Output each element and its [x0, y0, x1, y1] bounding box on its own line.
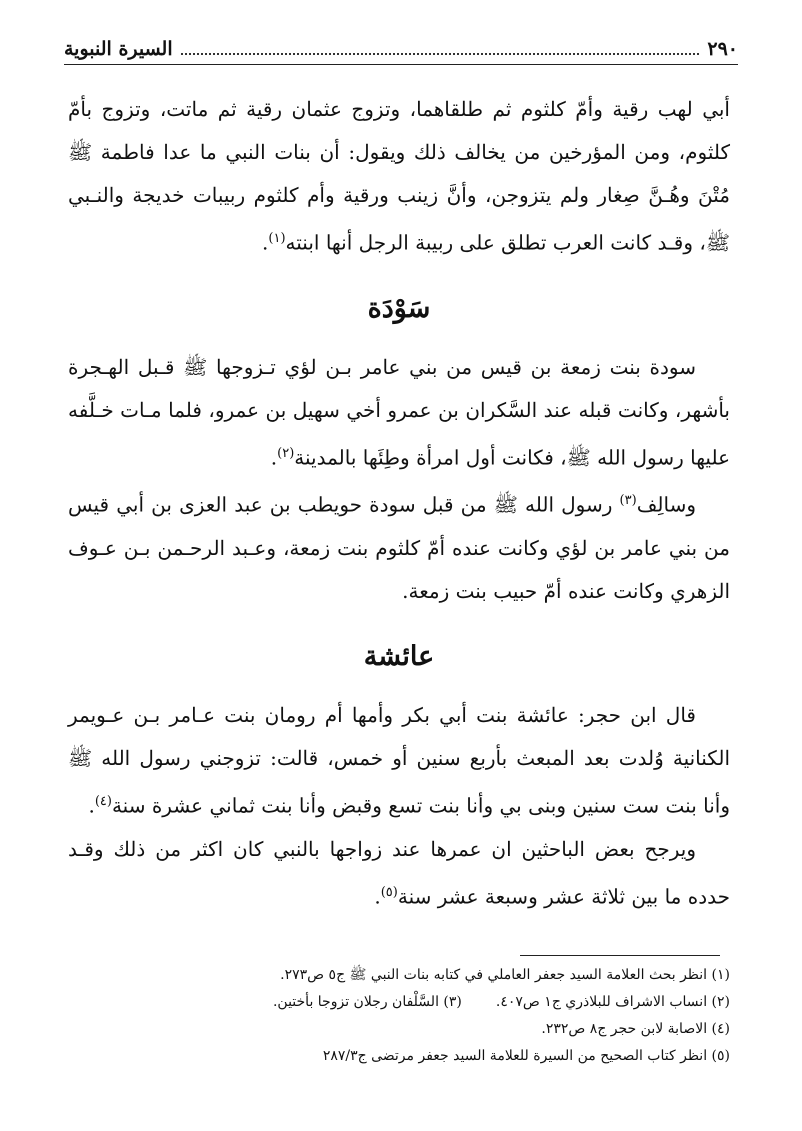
intro-paragraph: أبي لهب رقية وأمّ كلثوم ثم طلقاهما، وتزوج عثمان رقية ثم ماتت، وتزوج بأمّ كلثوم، ومن المؤرخين من يخالف ذلك ويقول: أن بنات النبي ما عدا فاطمة ﷺ مُتْنَ وهُـنَّ صِغار ولم يتزوجن، وأنَّ زينب ورقية وأم كلثوم ربيبات خديجة والنـبي ﷺ، وقـد كانت العرب تطلق على ربيبة الرجل أنها ابنته$^{(١)}$. [68, 97, 730, 255]
aisha-paragraph-2: ويرجح بعض الباحثين ان عمرها عند زواجها بالنبي كان اكثر من ذلك وقـد حدده ما بين ثلاثة عشر وسبعة عشر سنة$^{(٥)}$. [68, 836, 730, 909]
sawda-paragraph-1: سودة بنت زمعة بن قيس من بني عامر بـن لؤي تـزوجها ﷺ قـبل الهـجرة بأشهر، وكانت قبله عند السَّكران بن عمرو أخي سهيل بن عمرو، فلما مـات خـلَّفه عليها رسول الله ﷺ، فكانت أول امرأة وطِئَها بالمدينة$^{(٢)}$. [68, 354, 730, 470]
header-dots [181, 43, 700, 55]
footnote-ref-1: (١) [268, 231, 286, 246]
sawda-paragraph-2: وسالِف$^{(٣)}$ رسول الله ﷺ من قبل سودة حويطب بن عبد العزى بن أبي قيس من بني عامر بن لؤي وكانت عنده أمّ كلثوم بنت زمعة، وعـبد الرحـمن بـن عـوف الزهري وكانت عنده أمّ حبيب بنت زمعة. [68, 492, 730, 603]
footnote-row-2-3 [68, 989, 730, 1016]
footnote-ref-5: (٥) [380, 884, 398, 900]
footnote-ref-3: (٣) [619, 493, 637, 509]
section-heading-sawda: سَوْدَة [367, 292, 431, 324]
page-number: ٢٩٠ [707, 38, 738, 60]
footnote-1: (١) انظر بحث العلامة السيد جعفر العاملي في كتابه بنات النبي ﷺ ج٥ ص٢٧٣. [280, 967, 730, 983]
running-title: السيرة النبوية [64, 38, 173, 60]
page-header [64, 34, 738, 65]
footnote-ref-2: (٢) [277, 445, 295, 461]
page-body [68, 88, 730, 918]
footnote-ref-4: (٤) [94, 793, 112, 809]
footnotes [68, 962, 730, 1070]
footnote-2: (٢) انساب الاشراف للبلاذري ج١ ص٤٠٧. [495, 994, 730, 1010]
aisha-paragraph-1: قال ابن حجر: عائشة بنت أبي بكر وأمها أم رومان بنت عـامر بـن عـويمر الكنانية وُلدت بعد المبعث بأربع سنين أو خمس، قالت: تزوجني رسول الله ﷺ وأنا بنت ست سنين وبنى بي وأنا بنت تسع وقبض وأنا بنت ثماني عشرة سنة$^{(٤)}$. [68, 702, 730, 818]
footnote-separator [520, 955, 720, 956]
footnote-5: (٥) انظر كتاب الصحيح من السيرة للعلامة السيد جعفر مرتضى ج٢٨٧/٣ [322, 1048, 730, 1064]
footnote-4: (٤) الاصابة لابن حجر ج٨ ص٢٣٢. [541, 1021, 730, 1037]
footnote-3: (٣) السَّلْفان رجلان تزوجا بأختين. [272, 994, 462, 1010]
section-heading-aisha: عائشة [363, 640, 435, 672]
